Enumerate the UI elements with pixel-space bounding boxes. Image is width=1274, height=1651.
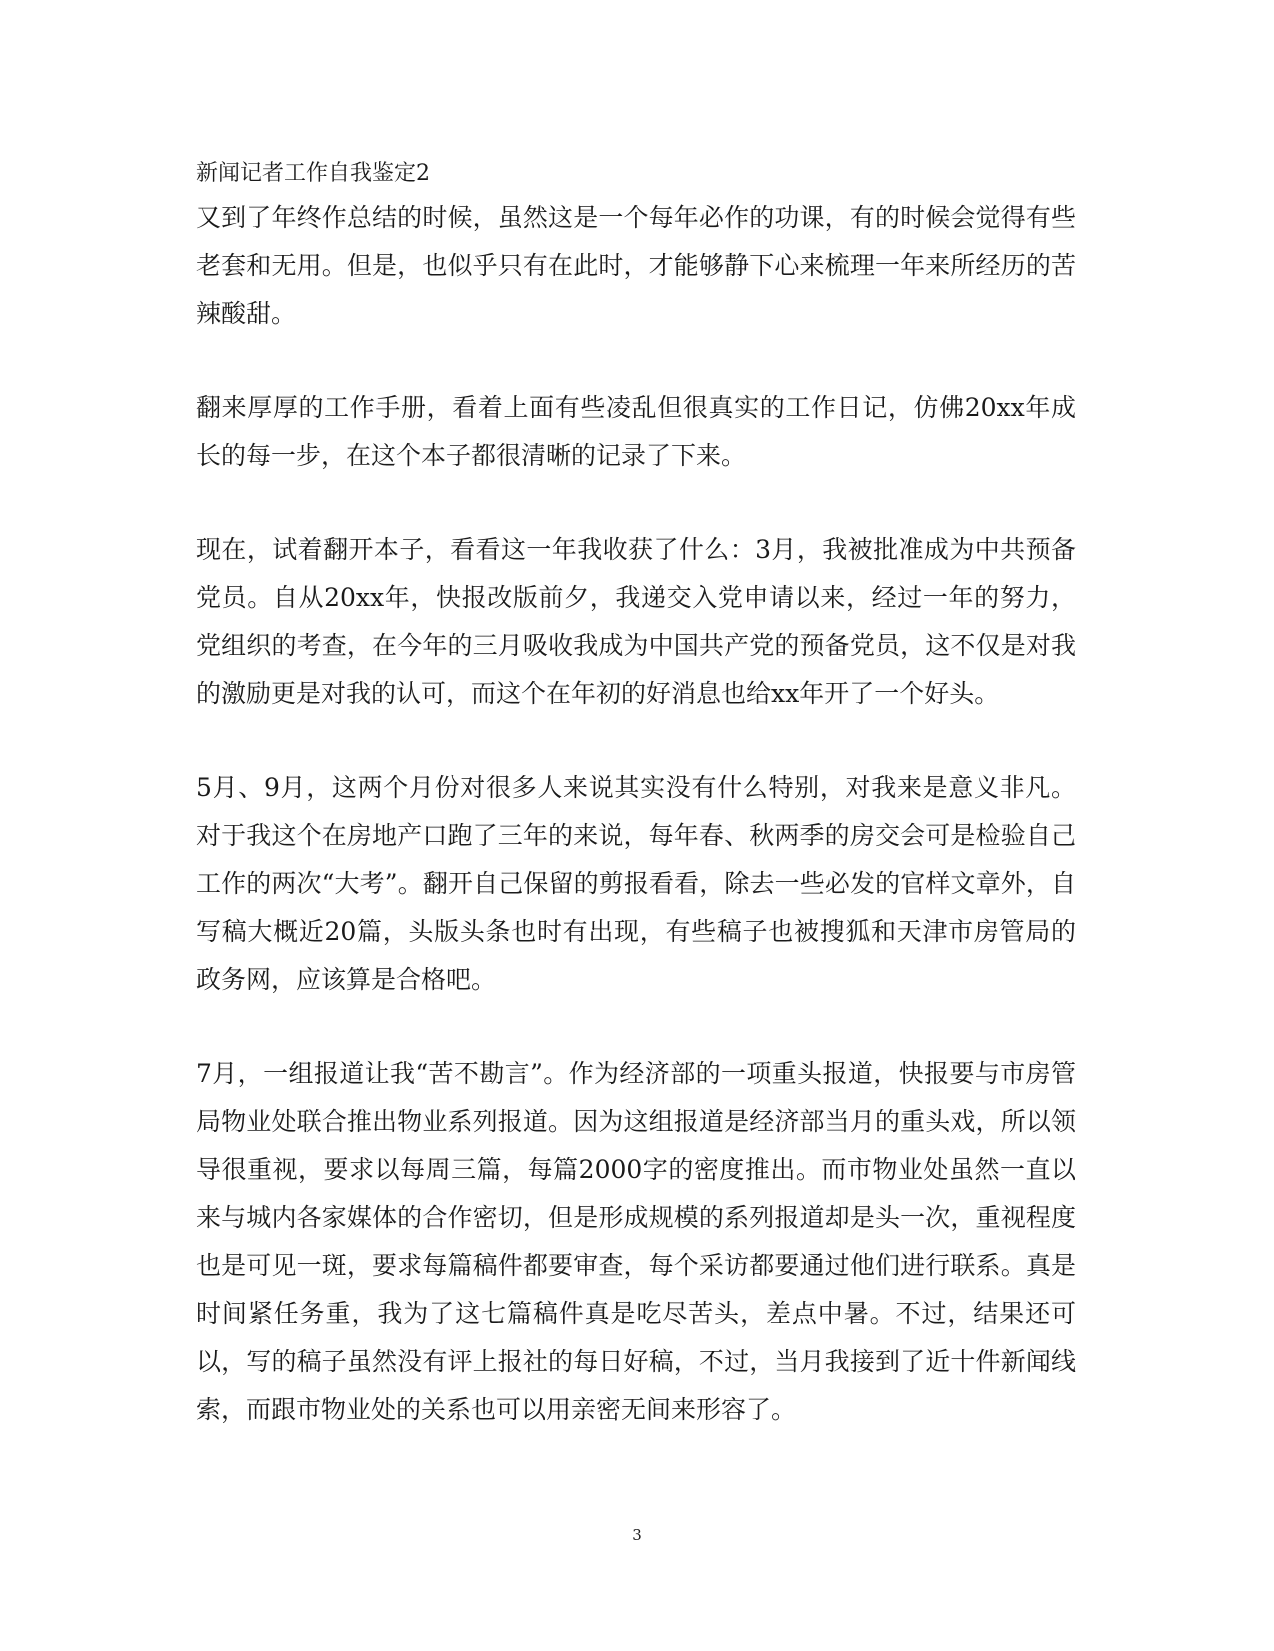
page-number: 3 xyxy=(632,1526,642,1544)
paragraph-may-september-housing-fair: 5月、9月，这两个月份对很多人来说其实没有什么特别，对我来是意义非凡。对于我这个在房地产口跑了三年的来说，每年春、秋两季的房交会可是检验自己工作的两次“大考”。翻开自己保留的剪报看看，除去一些必发的官样文章外，自写稿大概近20篇，头版头条也时有出现，有些稿子也被搜狐和天津市房管局的政务网，应该算是合格吧。 xyxy=(196,773,1076,994)
paragraph-july-property-reports: 7月，一组报道让我“苦不勘言”。作为经济部的一项重头报道，快报要与市房管局物业处联合推出物业系列报道。因为这组报道是经济部当月的重头戏，所以领导很重视，要求以每周三篇，每篇2000字的密度推出。而市物业处虽然一直以来与城内各家媒体的合作密切，但是形成规模的系列报道却是头一次，重视程度也是可见一斑，要求每篇稿件都要审查，每个采访都要通过他们进行联系。真是时间紧任务重，我为了这七篇稿件真是吃尽苦头，差点中暑。不过，结果还可以，写的稿子虽然没有评上报社的每日好稿，不过，当月我接到了近十件新闻线索，而跟市物业处的关系也可以用亲密无间来形容了。 xyxy=(196,1059,1076,1424)
document-title: 新闻记者工作自我鉴定2 xyxy=(196,161,430,186)
paragraph-march-party-member: 现在，试着翻开本子，看看这一年我收获了什么：3月，我被批准成为中共预备党员。自从20xx年，快报改版前夕，我递交入党申请以来，经过一年的努力，党组织的考查，在今年的三月吸收我成为中国共产党的预备党员，这不仅是对我的激励更是对我的认可，而这个在年初的好消息也给xx年开了一个好头。 xyxy=(196,535,1076,708)
document-body xyxy=(196,160,1076,1480)
paragraph-work-notebook: 翻来厚厚的工作手册，看着上面有些凌乱但很真实的工作日记，仿佛20xx年成长的每一步，在这个本子都很清晰的记录了下来。 xyxy=(196,393,1076,470)
paragraph-intro: 又到了年终作总结的时候，虽然这是一个每年必作的功课，有的时候会觉得有些老套和无用。但是，也似乎只有在此时，才能够静下心来梳理一年来所经历的苦辣酸甜。 xyxy=(196,203,1076,328)
